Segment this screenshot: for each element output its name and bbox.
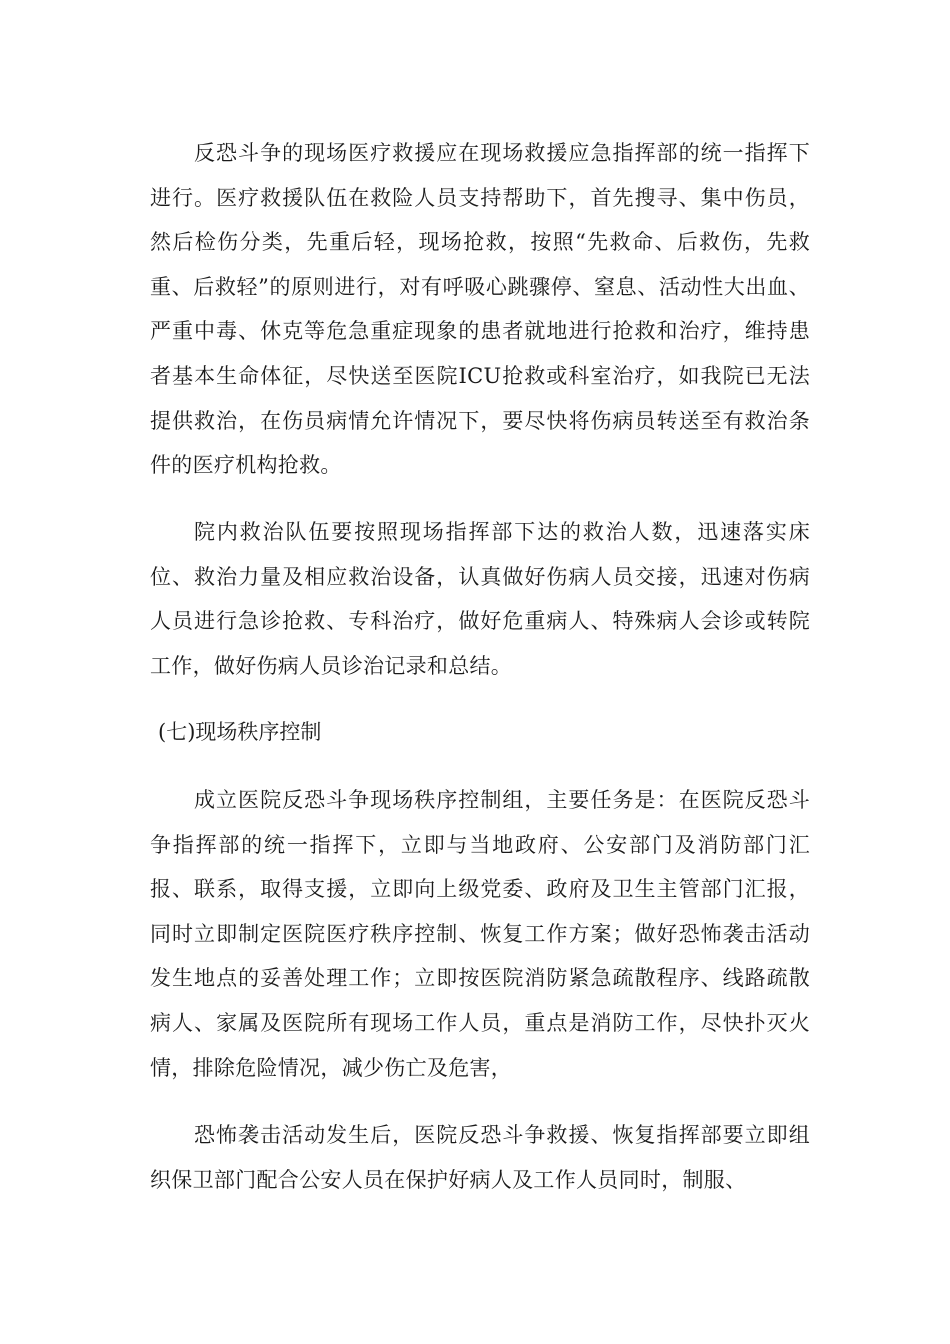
paragraph-field-medical-rescue: 反恐斗争的现场医疗救援应在现场救援应急指挥部的统一指挥下进行。医疗救援队伍在救险人员支持帮助下，首先搜寻、集中伤员，然后检伤分类，先重后轻，现场抢救，按照“先救命、后救伤，先救重、后救轻”的原则进行，对有呼吸心跳骤停、窒息、活动性大出血、严重中毒、休克等危急重症现象的患者就地进行抢救和治疗，维持患者基本生命体征，尽快送至医院ICU抢救或科室治疗，如我院已无法提供救治，在伤员病情允许情况下，要尽快将伤病员转送至有救治条件的医疗机构抢救。	[150, 141, 810, 478]
paragraph-after-attack: 恐怖袭击活动发生后，医院反恐斗争救援、恢复指挥部要立即组织保卫部门配合公安人员在保护好病人及工作人员同时，制服、	[150, 1123, 810, 1192]
paragraph-in-hospital-treatment: 院内救治队伍要按照现场指挥部下达的救治人数，迅速落实床位、救治力量及相应救治设备，认真做好伤病人员交接，迅速对伤病人员进行急诊抢救、专科治疗，做好危重病人、特殊病人会诊或转院工作，做好伤病人员诊治记录和总结。	[150, 520, 810, 678]
section-heading: (七)现场秩序控制	[158, 720, 322, 744]
paragraph-order-control-group: 成立医院反恐斗争现场秩序控制组，主要任务是：在医院反恐斗争指挥部的统一指挥下，立即与当地政府、公安部门及消防部门汇报、联系，取得支援，立即向上级党委、政府及卫生主管部门汇报，同时立即制定医院医疗秩序控制、恢复工作方案；做好恐怖袭击活动发生地点的妥善处理工作；立即按医院消防紧急疏散程序、线路疏散病人、家属及医院所有现场工作人员，重点是消防工作，尽快扑灭火情，排除危险情况，减少伤亡及危害，	[150, 788, 810, 1080]
